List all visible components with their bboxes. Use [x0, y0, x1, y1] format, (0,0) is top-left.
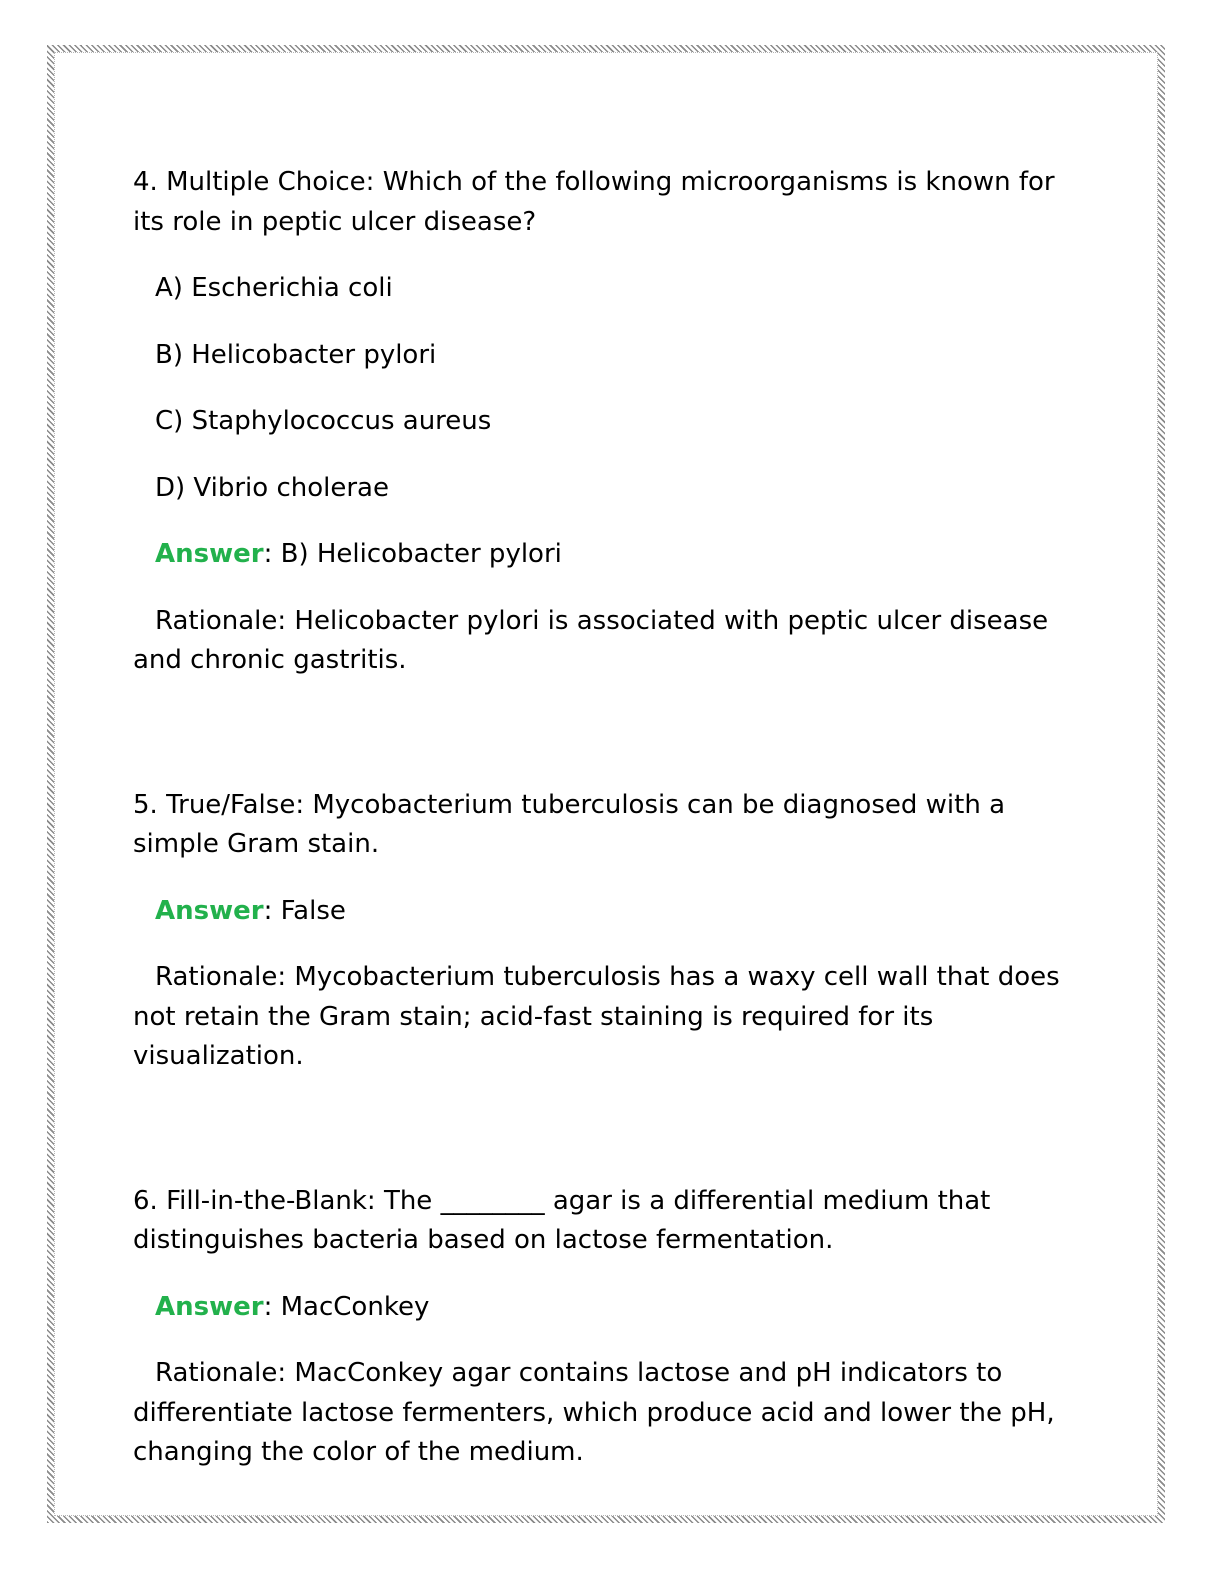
answer-line — [133, 1288, 1073, 1328]
rationale-text — [133, 602, 1073, 681]
answer-label: Answer — [155, 895, 264, 926]
rationale-text — [133, 958, 1073, 1077]
answer-text: : MacConkey — [263, 1291, 430, 1322]
rationale-body: Rationale: Helicobacter pylori is associated with peptic ulcer disease and chronic gastritis. — [133, 605, 1049, 675]
answer-text: : B) Helicobacter pylori — [263, 539, 562, 569]
answer-option-b: B) Helicobacter pylori — [155, 339, 437, 370]
answer-option-c: C) Staphylococcus aureus — [155, 406, 492, 436]
answer-label: Answer — [155, 1291, 264, 1322]
quiz-content — [133, 163, 1073, 1473]
question-block-6 — [133, 1182, 1073, 1473]
answer-line — [133, 892, 1073, 932]
answer-line — [133, 535, 1073, 575]
question-block-5 — [133, 786, 1073, 1077]
rationale-body: Rationale: Mycobacterium tuberculosis has a waxy cell wall that does not retain the Gram stain; acid-fast staining is required for its visualization. — [133, 962, 1060, 1071]
answer-label: Answer — [155, 539, 264, 569]
question-block-4 — [133, 163, 1073, 681]
answer-text: : False — [263, 895, 346, 926]
answer-option-a: A) Escherichia coli — [155, 273, 393, 303]
rationale-text — [133, 1354, 1073, 1473]
question-prompt: 6. Fill-in-the-Blank: The ________ agar is a differential medium that distinguishes bacteria based on lactose fermentation. — [133, 1185, 991, 1255]
question-prompt: 4. Multiple Choice: Which of the following microorganisms is known for its role in peptic ulcer disease? — [133, 167, 1055, 237]
question-prompt: 5. True/False: Mycobacterium tuberculosis can be diagnosed with a simple Gram stain. — [133, 789, 1006, 859]
answer-option-d: D) Vibrio cholerae — [155, 472, 389, 503]
rationale-body: Rationale: MacConkey agar contains lactose and pH indicators to differentiate lactose fermenters, which produce acid and lower the pH, changing the color of the medium. — [133, 1358, 1055, 1467]
